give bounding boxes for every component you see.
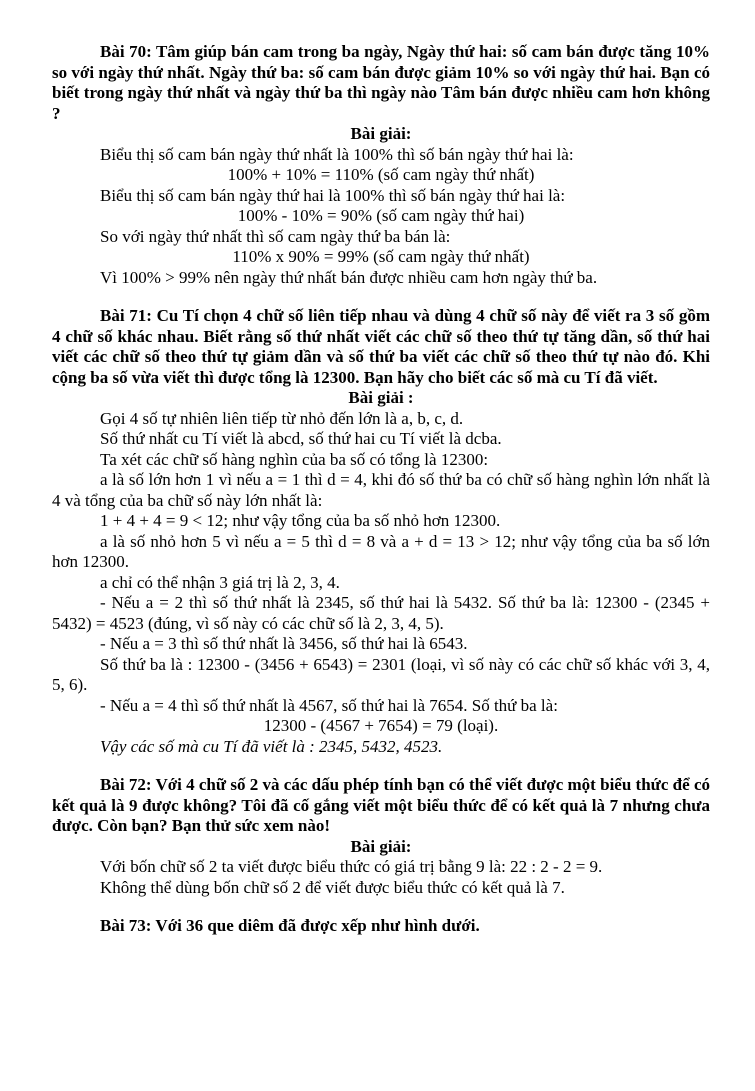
- problem-72-line: Với bốn chữ số 2 ta viết được biểu thức có giá trị bằng 9 là: 22 : 2 - 2 = 9.: [100, 857, 603, 876]
- problem-71-line: Số thứ nhất cu Tí viết là abcd, số thứ hai cu Tí viết là dcba.: [100, 429, 502, 448]
- problem-70-formula: 100% + 10% = 110% (số cam ngày thứ nhất): [227, 165, 535, 184]
- problem-71-line: - Nếu a = 3 thì số thứ nhất là 3456, số thứ hai là 6543.: [100, 634, 468, 653]
- problem-71-solution-heading: Bài giải :: [348, 388, 414, 407]
- problem-71-line: a chỉ có thể nhận 3 giá trị là 2, 3, 4.: [100, 572, 340, 592]
- problem-72-solution-heading: Bài giải:: [350, 836, 412, 856]
- problem-70-solution-heading: Bài giải:: [350, 124, 412, 143]
- problem-70-conclusion: Vì 100% > 99% nên ngày thứ nhất bán được nhiều cam hơn ngày thứ ba.: [100, 267, 598, 287]
- problem-71-line: 1 + 4 + 4 = 9 < 12; như vậy tổng của ba số nhỏ hơn 12300.: [100, 511, 501, 530]
- problem-71-formula: 12300 - (4567 + 7654) = 79 (loại).: [263, 716, 499, 735]
- problem-72-line: Không thể dùng bốn chữ số 2 để viết được biểu thức có kết quả là 7.: [100, 877, 565, 897]
- problem-71-line: a là số nhỏ hơn 5 vì nếu a = 5 thì d = 8 và a + d = 13 > 12; như vậy tổng của ba số lớn hơn 12300.: [52, 531, 710, 571]
- problem-70-statement: Bài 70: Tâm giúp bán cam trong ba ngày, Ngày thứ hai: số cam bán được tăng 10% so với ngày thứ nhất. Ngày thứ ba: số cam bán được giảm 10% so với ngày thứ hai. Bạn có biết trong ngày thứ nhất và ngày thứ ba thì ngày nào Tâm bán được nhiều cam hơn không ?: [52, 42, 710, 123]
- problem-71-statement: Bài 71: Cu Tí chọn 4 chữ số liên tiếp nhau và dùng 4 chữ số này để viết ra 3 số gồm 4 chữ số khác nhau. Biết rằng số thứ nhất viết các chữ số theo thứ tự tăng dần, số thứ hai viết các chữ số theo thứ tự giảm dần và số thứ ba viết các chữ số theo thứ tự nào đó. Khi cộng ba số vừa viết thì được tổng là 12300. Bạn hãy cho biết các số mà cu Tí đã viết.: [52, 306, 710, 387]
- problem-71-line: Gọi 4 số tự nhiên liên tiếp từ nhỏ đến lớn là a, b, c, d.: [100, 408, 464, 428]
- problem-70-formula: 110% x 90% = 99% (số cam ngày thứ nhất): [232, 247, 530, 266]
- problem-70-line: So với ngày thứ nhất thì số cam ngày thứ ba bán là:: [100, 226, 451, 246]
- problem-72-statement: Bài 72: Với 4 chữ số 2 và các dấu phép tính bạn có thể viết được một biểu thức để có kết quả là 9 được không? Tôi đã cố gắng viết một biểu thức để có kết quả là 7 nhưng chưa được. Còn bạn? Bạn thử sức xem nào!: [52, 775, 710, 835]
- problem-71-line: a là số lớn hơn 1 vì nếu a = 1 thì d = 4, khi đó số thứ ba có chữ số hàng nghìn lớn nhất là 4 và tổng của ba chữ số này lớn nhất là:: [52, 470, 710, 510]
- problem-71-line: - Nếu a = 2 thì số thứ nhất là 2345, số thứ hai là 5432. Số thứ ba là: 12300 - (2345 + 5432) = 4523 (đúng, vì số này có các chữ số là 2, 3, 4, 5).: [52, 593, 710, 633]
- problem-71-conclusion: Vậy các số mà cu Tí đã viết là : 2345, 5432, 4523.: [100, 736, 443, 756]
- problem-70-line: Biểu thị số cam bán ngày thứ hai là 100% thì số bán ngày thứ hai là:: [100, 185, 566, 205]
- problem-71-line: Ta xét các chữ số hàng nghìn của ba số có tổng là 12300:: [100, 449, 489, 469]
- problem-73-statement: Bài 73: Với 36 que diêm đã được xếp như hình dưới.: [100, 916, 480, 935]
- problem-71-line: Số thứ ba là : 12300 - (3456 + 6543) = 2301 (loại, vì số này có các chữ số khác với 3, 4, 5, 6).: [52, 654, 710, 694]
- document-page: [52, 42, 710, 937]
- problem-71-line: - Nếu a = 4 thì số thứ nhất là 4567, số thứ hai là 7654. Số thứ ba là:: [100, 695, 558, 715]
- problem-70-line: Biểu thị số cam bán ngày thứ nhất là 100% thì số bán ngày thứ hai là:: [100, 144, 574, 164]
- problem-70-formula: 100% - 10% = 90% (số cam ngày thứ hai): [237, 206, 525, 225]
